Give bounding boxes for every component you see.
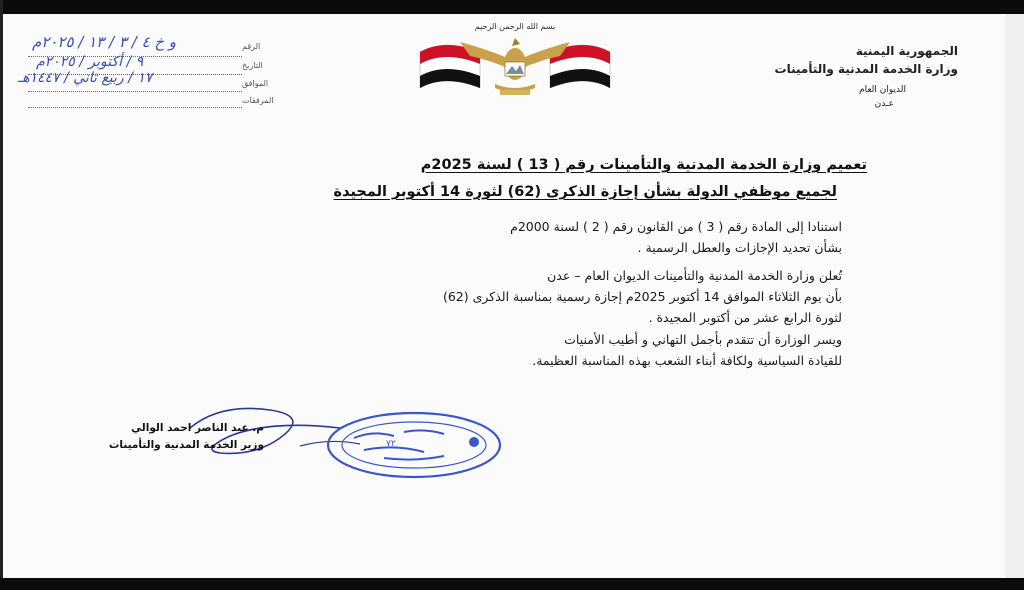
body-line: تُعلن وزارة الخدمة المدنية والتأمينات الديوان العام – عدن xyxy=(547,268,842,283)
circular-title-line2: لجميع موظفي الدولة بشأن إجازة الذكرى (62) لثورة 14 أكتوبر المجيدة xyxy=(333,184,837,200)
signatory-name: م. عبد الناصر احمد الوالي xyxy=(131,422,264,434)
top-frame-bar xyxy=(0,0,1024,14)
body-line: لثورة الرابع عشر من أكتوبر المجيدة . xyxy=(648,310,842,325)
body-line: بشأن تحديد الإجازات والعطل الرسمية . xyxy=(637,240,842,255)
official-stamp-icon xyxy=(324,410,504,480)
ref-number-value: و خ ٤ / ٣ / ١٣ / ٢٠٢٥م xyxy=(32,33,177,51)
date-value: ٩ / أكتوبر / ٢٠٢٥م xyxy=(36,54,144,70)
left-frame-bar xyxy=(0,0,3,590)
hijri-date-label: الموافق xyxy=(242,79,269,88)
hijri-dotted-line xyxy=(28,90,242,92)
yemen-emblem xyxy=(400,22,630,102)
hijri-date-value: ١٧ / ربيع ثاني / ١٤٤٧هـ xyxy=(18,70,153,86)
body-line: للقيادة السياسية ولكافة أبناء الشعب بهذه المناسبة العظيمة. xyxy=(532,353,842,368)
republic-name: الجمهورية اليمنية xyxy=(855,44,958,58)
signatory-title: وزير الخدمة المدنية والتأمينات xyxy=(108,439,264,451)
city-name: عـدن xyxy=(874,99,894,109)
right-margin xyxy=(1005,14,1024,578)
bottom-frame-bar xyxy=(0,578,1024,590)
body-line: ويسر الوزارة أن تتقدم بأجمل التهاني و أطيب الأمنيات xyxy=(564,332,842,347)
date-label: التاريخ xyxy=(242,61,263,70)
office-name: الديوان العام xyxy=(859,85,906,95)
body-line: بأن يوم الثلاثاء الموافق 14 أكتوبر 2025م إجازة رسمية بمناسبة الذكرى (62) xyxy=(442,289,842,304)
circular-title-line1: تعميم وزارة الخدمة المدنية والتأمينات رقم ( 13 ) لسنة 2025م xyxy=(420,157,867,173)
ministry-name: وزارة الخدمة المدنية والتأمينات xyxy=(774,62,958,76)
eagle-emblem-icon xyxy=(400,30,630,110)
ref-number-label: الرقم xyxy=(242,42,261,51)
attachments-dotted-line xyxy=(28,106,242,108)
body-line: استنادا إلى المادة رقم ( 3 ) من القانون رقم ( 2 ) لسنة 2000م xyxy=(510,219,842,234)
attachments-label: المرفقات xyxy=(242,96,274,105)
svg-text:٧٢: ٧٢ xyxy=(386,439,396,449)
basmala: بسم الله الرحمن الرحيم xyxy=(474,22,556,31)
